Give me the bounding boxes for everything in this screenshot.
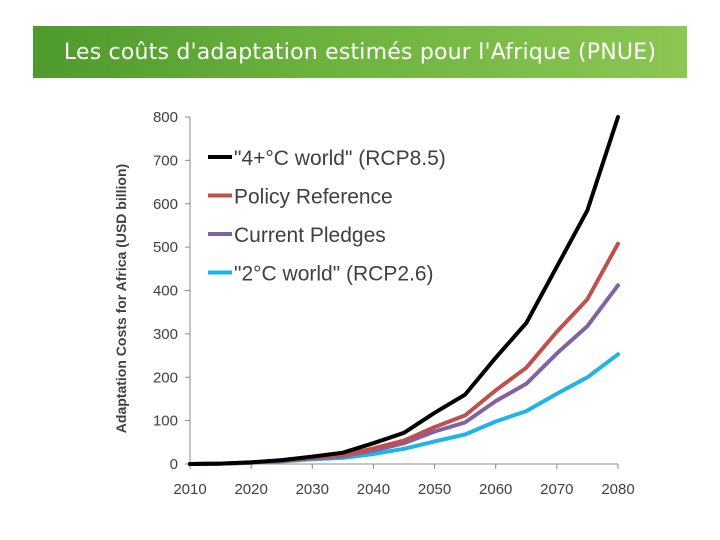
- x-tick-label: 2080: [601, 481, 635, 498]
- y-tick-label: 800: [152, 109, 178, 126]
- legend-label-3: "2°C world" (RCP2.6): [234, 262, 434, 286]
- legend-label-0: "4+°C world" (RCP8.5): [234, 147, 446, 170]
- y-tick-label: 200: [152, 369, 178, 387]
- title-banner: [33, 26, 687, 78]
- series-line-3: [190, 354, 618, 464]
- slide-title: Les coûts d'adaptation estimés pour l'Afrique (PNUE): [63, 39, 657, 65]
- y-tick-label: 300: [152, 325, 178, 343]
- x-tick-label: 2060: [479, 481, 513, 498]
- adaptation-cost-chart: [100, 100, 660, 510]
- y-axis-label: Adaptation Costs for Africa (USD billion): [113, 163, 129, 434]
- chart-legend: [208, 147, 446, 286]
- y-tick-label: 500: [152, 239, 178, 257]
- x-tick-label: 2010: [173, 481, 207, 498]
- y-tick-label: 600: [152, 195, 178, 213]
- legend-label-1: Policy Reference: [234, 185, 393, 209]
- x-tick-label: 2030: [295, 481, 329, 498]
- x-tick-label: 2020: [234, 481, 268, 498]
- x-tick-label: 2050: [417, 481, 452, 498]
- x-tick-label: 2070: [540, 481, 574, 498]
- y-tick-label: 400: [152, 282, 178, 300]
- y-tick-label: 0: [169, 456, 178, 473]
- series-line-2: [190, 285, 618, 464]
- y-tick-label: 700: [152, 152, 178, 170]
- chart-container: [100, 100, 660, 510]
- y-tick-label: 100: [152, 412, 178, 430]
- x-tick-label: 2040: [356, 481, 391, 498]
- legend-label-2: Current Pledges: [234, 224, 386, 247]
